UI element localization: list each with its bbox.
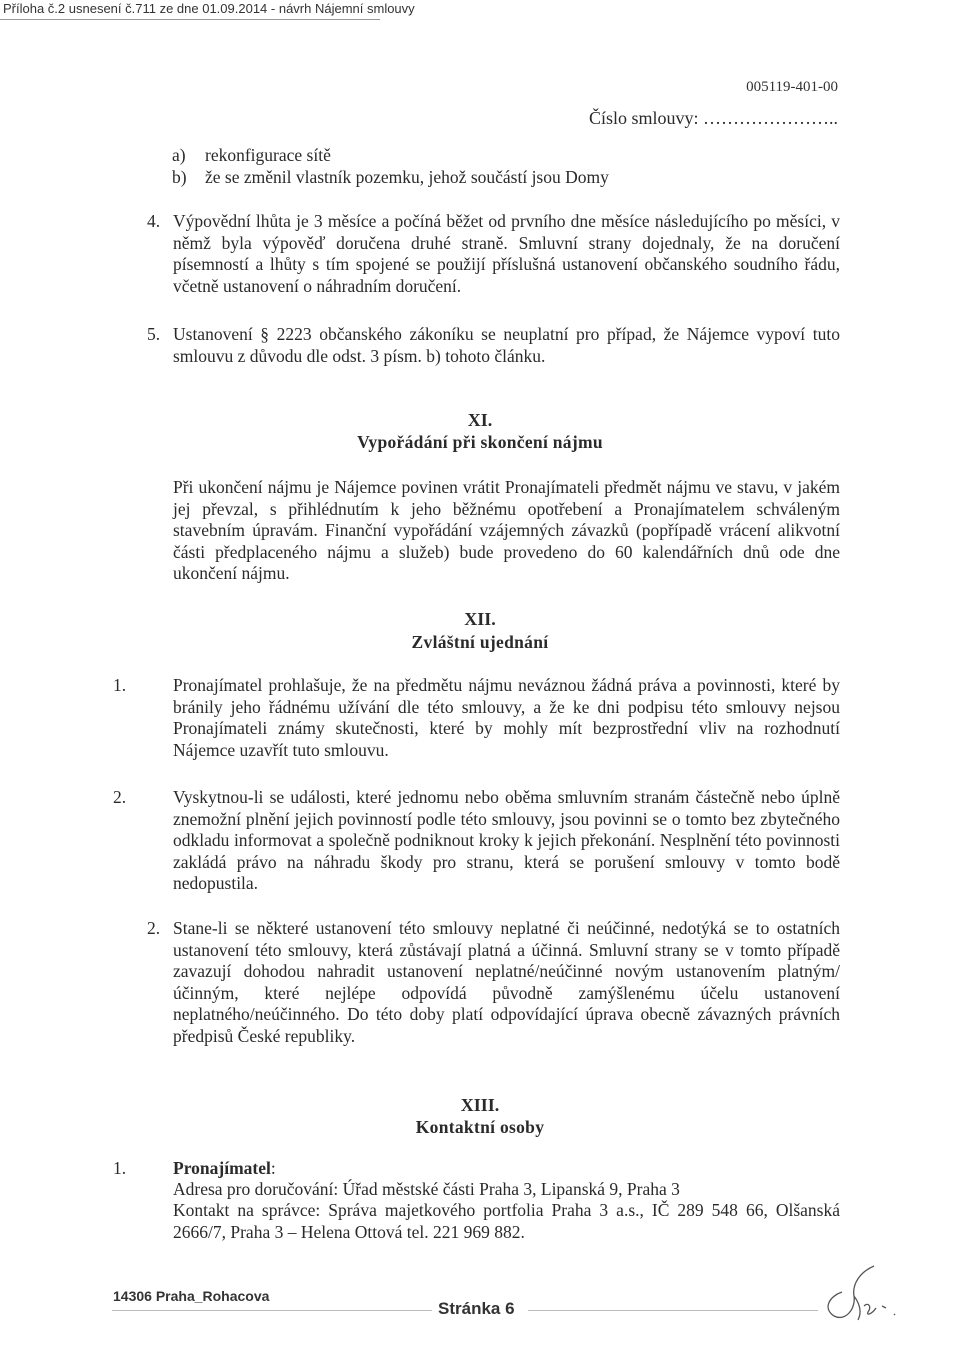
item-5-label: 5.: [147, 324, 161, 344]
section-xii-item-1-label: 1.: [113, 675, 127, 695]
section-xii-item-2-text: Vyskytnou-li se události, které jednomu nebo oběma smluvním stranám částečně nebo úplně znemožní plnění jejich povinností podle této smlouvy, jsou povinni se o tomto bez zbytečného odkladu informovat a společně podniknout kroky k jejich překonání. Nesplnění této povinnosti zakládá právo na náhradu škody pro stranu, která se porušení smlouvy v tomto bodě nedopustila.: [173, 787, 840, 893]
section-xiii-number: XIII.: [460, 1095, 500, 1115]
section-xii-item-2-label: 2.: [113, 787, 127, 807]
footer-id: 14306 Praha_Rohacova: [113, 1288, 270, 1304]
item-5-text: Ustanovení § 2223 občanského zákoníku se neuplatní pro případ, že Nájemce vypoví tuto smlouvu z důvodu dle odst. 3 písm. b) tohoto článku.: [173, 324, 840, 366]
list-item-b: že se změnil vlastník pozemku, jehož součástí jsou Domy: [205, 167, 609, 187]
section-xi-title: Vypořádání při skončení nájmu: [357, 432, 603, 452]
section-xii-item-3-text: Stane-li se některé ustanovení této smlouvy neplatné či neúčinné, nedotýká se to ostatních ustanovení této smlouvy, která zůstávají platná a účinná. Smluvní strany se v tomto případě zavazují dohodou nahradit ustanovení neplatné/neúčinné novým ustanovením platným/účinným, které nejlépe odpovídá původně zamýšlenému účelu ustanovení neplatného/neúčinného. Do této doby platí odpovídající úprava obecně závazných právních předpisů České republiky.: [173, 918, 840, 1046]
section-xiii-title: Kontaktní osoby: [415, 1117, 545, 1137]
signature-icon: [812, 1262, 902, 1328]
contact-manager: Kontakt na správce: Správa majetkového portfolia Praha 3 a.s., IČ 289 548 66, Olšanská 2666/7, Praha 3 – Helena Ottová tel. 221 969 882.: [173, 1200, 840, 1242]
contact-party-line: [173, 1158, 840, 1180]
contract-number: Číslo smlouvy: …………………..: [588, 108, 838, 128]
footer-divider-left: [112, 1310, 432, 1311]
section-xii-item-1-text: Pronajímatel prohlašuje, že na předmětu nájmu neváznou žádná práva a povinnosti, které by bránily jeho řádnému užívání dle této smlouvy, a že ke dni podpisu této smlouvy nejsou Pronajímateli známy skutečnosti, které by mohly mít bezprostřední vliv na rozhodnutí Nájemce uzavřít tuto smlouvu.: [173, 675, 840, 760]
footer-divider-right: [528, 1310, 818, 1311]
section-xiii-item-1-label: 1.: [113, 1158, 127, 1178]
section-xii-item-3-label: 2.: [147, 918, 161, 938]
section-xii-number: XII.: [464, 609, 496, 629]
section-xii-title: Zvláštní ujednání: [411, 632, 549, 652]
header-note: Příloha č.2 usnesení č.711 ze dne 01.09.2014 - návrh Nájemní smlouvy: [3, 1, 415, 16]
page-number: Stránka 6: [438, 1299, 515, 1318]
list-item-a: rekonfigurace sítě: [205, 145, 331, 165]
section-xi-number: XI.: [467, 410, 493, 430]
list-label-b: b): [172, 167, 187, 187]
contact-party-colon: :: [270, 1158, 276, 1178]
section-xi-text: Při ukončení nájmu je Nájemce povinen vrátit Pronajímateli předmět nájmu ve stavu, v jakém jej převzal, s přihlédnutím k jeho běžnému opotřebení a Pronajímatelem schváleným stavebním úpravám. Finanční vypořádání vzájemných závazků (popřípadě vrácení alikvotní části předplaceného nájmu a služeb) bude provedeno do 60 kalendářních dnů ode dne ukončení nájmu.: [173, 477, 840, 583]
item-4-label: 4.: [147, 211, 161, 231]
contact-address: Adresa pro doručování: Úřad městské části Praha 3, Lipanská 9, Praha 3: [173, 1179, 680, 1199]
item-4-text: Výpovědní lhůta je 3 měsíce a počíná běžet od prvního dne měsíce následujícího po měsíci, v němž byla výpověď doručena druhé straně. Smluvní strany dojednaly, že na doručení písemností a lhůty s tím spojené se použijí příslušná ustanovení občanského soudního řádu, včetně ustanovení o náhradním doručení.: [173, 211, 840, 296]
list-label-a: a): [172, 145, 186, 165]
contact-party: Pronajímatel: [173, 1158, 271, 1178]
header-divider: [0, 19, 380, 20]
document-number: 005119-401-00: [746, 79, 838, 95]
